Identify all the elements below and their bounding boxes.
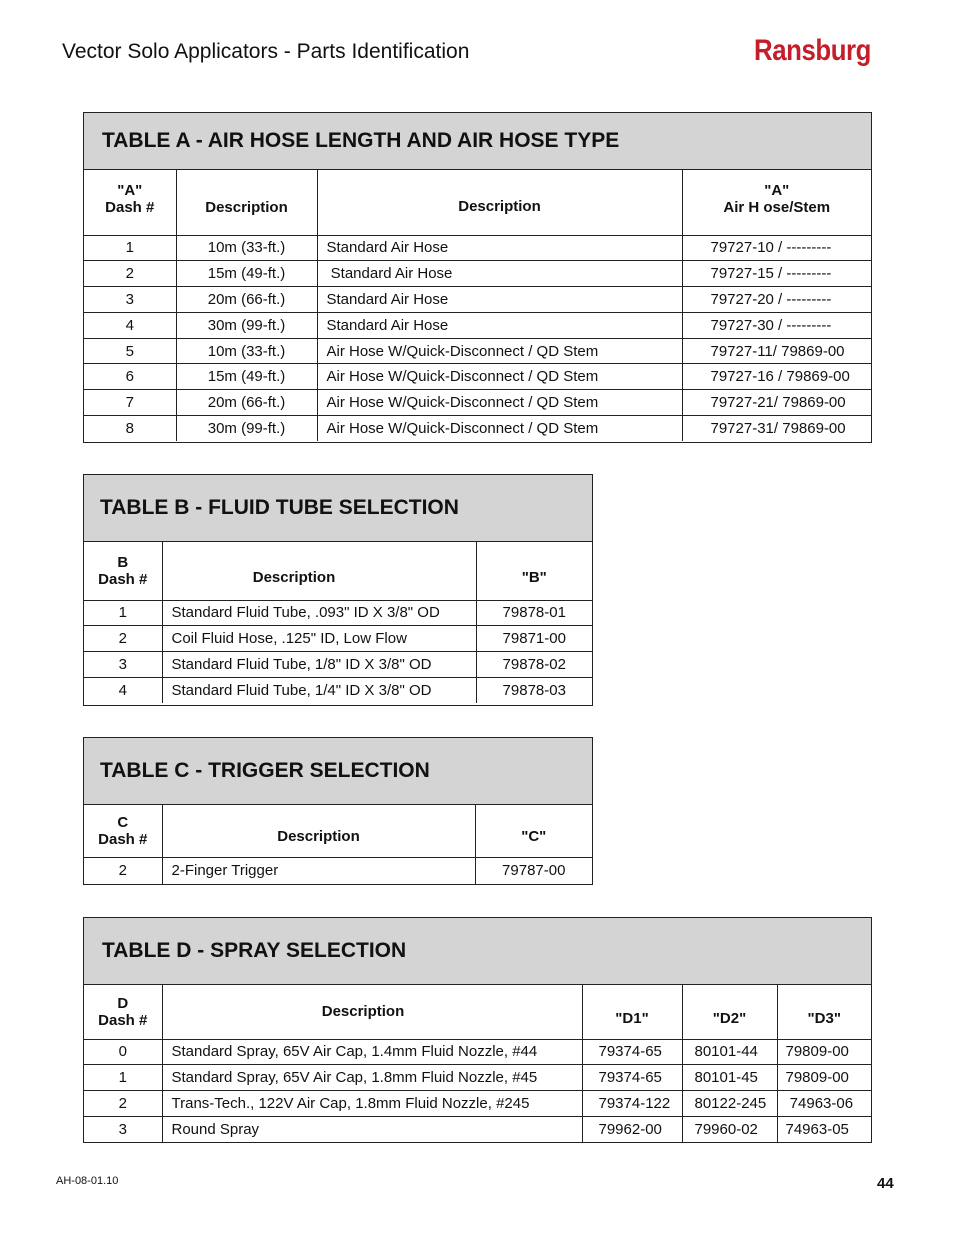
table-a-title: TABLE A - AIR HOSE LENGTH AND AIR HOSE TYPE (84, 113, 871, 170)
table-row (84, 677, 592, 703)
table-cell: Standard Fluid Tube, .093" ID X 3/8" OD (162, 600, 476, 626)
table-d (83, 917, 872, 1143)
table-row (84, 235, 871, 261)
table-cell: 79878-02 (476, 652, 592, 678)
table-cell: 79727-21/ 79869-00 (682, 390, 871, 416)
table-cell: 79809-00 (777, 1039, 871, 1065)
table-cell: 79374-122 (582, 1091, 682, 1117)
table-cell: 2 (84, 626, 162, 652)
table-cell: 15m (49-ft.) (176, 364, 317, 390)
table-cell: 20m (66-ft.) (176, 287, 317, 313)
table-a-header-description: Description (317, 170, 682, 235)
table-cell: Standard Fluid Tube, 1/8" ID X 3/8" OD (162, 652, 476, 678)
table-cell: Trans-Tech., 122V Air Cap, 1.8mm Fluid Nozzle, #245 (162, 1091, 582, 1117)
table-cell: 79809-00 (777, 1065, 871, 1091)
table-d-header-d1: "D1" (582, 985, 682, 1039)
table-b-header-dash: B Dash # (84, 542, 162, 600)
table-cell: 79727-20 / --------- (682, 287, 871, 313)
table-cell: 79727-11/ 79869-00 (682, 338, 871, 364)
table-row (84, 390, 871, 416)
table-cell: 20m (66-ft.) (176, 390, 317, 416)
table-a (83, 112, 872, 443)
table-b-grid (84, 542, 592, 703)
table-row (84, 1091, 871, 1117)
table-cell: 3 (84, 287, 176, 313)
table-cell: Standard Spray, 65V Air Cap, 1.8mm Fluid Nozzle, #45 (162, 1065, 582, 1091)
table-cell: 2 (84, 261, 176, 287)
table-cell: 2 (84, 1091, 162, 1117)
table-cell: Standard Fluid Tube, 1/4" ID X 3/8" OD (162, 677, 476, 703)
brand-logo: Ransburg (754, 34, 871, 67)
table-cell: 79962-00 (582, 1116, 682, 1142)
table-row (84, 338, 871, 364)
table-cell: 15m (49-ft.) (176, 261, 317, 287)
table-cell: 74963-05 (777, 1116, 871, 1142)
table-row (84, 364, 871, 390)
table-c-header-part: "C" (475, 805, 592, 857)
table-cell: 0 (84, 1039, 162, 1065)
table-cell: 79727-10 / --------- (682, 235, 871, 261)
table-cell: 79878-03 (476, 677, 592, 703)
table-cell: Standard Air Hose (317, 312, 682, 338)
page-header-title: Vector Solo Applicators - Parts Identification (62, 40, 470, 63)
table-a-grid (84, 170, 871, 441)
table-cell: 79787-00 (475, 857, 592, 884)
table-b (83, 474, 593, 706)
table-cell: 30m (99-ft.) (176, 312, 317, 338)
table-d-header-dash: D Dash # (84, 985, 162, 1039)
table-cell: Coil Fluid Hose, .125" ID, Low Flow (162, 626, 476, 652)
table-row (84, 312, 871, 338)
table-cell: 5 (84, 338, 176, 364)
table-cell: 79727-30 / --------- (682, 312, 871, 338)
table-cell: Round Spray (162, 1116, 582, 1142)
table-cell: 1 (84, 600, 162, 626)
table-cell: 79727-16 / 79869-00 (682, 364, 871, 390)
table-cell: 1 (84, 1065, 162, 1091)
table-cell: Standard Air Hose (317, 235, 682, 261)
table-cell: 3 (84, 1116, 162, 1142)
table-a-header-length: Description (176, 170, 317, 235)
table-cell: Air Hose W/Quick-Disconnect / QD Stem (317, 364, 682, 390)
table-cell: Standard Spray, 65V Air Cap, 1.4mm Fluid Nozzle, #44 (162, 1039, 582, 1065)
table-cell: Standard Air Hose (317, 287, 682, 313)
table-cell: 8 (84, 416, 176, 442)
footer-doc-id: AH-08-01.10 (56, 1175, 119, 1187)
table-a-header-row (84, 170, 871, 235)
table-cell: 1 (84, 235, 176, 261)
table-cell: 6 (84, 364, 176, 390)
table-b-header-row (84, 542, 592, 600)
table-row (84, 261, 871, 287)
table-cell: Air Hose W/Quick-Disconnect / QD Stem (317, 338, 682, 364)
table-cell: 7 (84, 390, 176, 416)
table-row (84, 652, 592, 678)
table-a-header-dash: "A" Dash # (84, 170, 176, 235)
table-cell: 80122-245 (682, 1091, 777, 1117)
table-row (84, 1039, 871, 1065)
table-a-header-part: "A" Air H ose/Stem (682, 170, 871, 235)
table-row (84, 626, 592, 652)
table-row (84, 1116, 871, 1142)
table-row (84, 287, 871, 313)
table-row (84, 857, 592, 884)
table-cell: 30m (99-ft.) (176, 416, 317, 442)
footer-page-number: 44 (877, 1175, 894, 1192)
table-d-grid (84, 985, 871, 1142)
table-c (83, 737, 593, 885)
table-c-title: TABLE C - TRIGGER SELECTION (84, 738, 592, 805)
table-row (84, 1065, 871, 1091)
table-d-header-description: Description (162, 985, 582, 1039)
table-c-grid (84, 805, 592, 884)
table-c-header-description: Description (162, 805, 475, 857)
table-cell: 80101-44 (682, 1039, 777, 1065)
table-b-header-part: "B" (476, 542, 592, 600)
table-d-title: TABLE D - SPRAY SELECTION (84, 918, 871, 985)
table-c-header-row (84, 805, 592, 857)
table-cell: 74963-06 (777, 1091, 871, 1117)
table-c-header-dash: C Dash # (84, 805, 162, 857)
table-d-header-d2: "D2" (682, 985, 777, 1039)
table-b-title: TABLE B - FLUID TUBE SELECTION (84, 475, 592, 542)
table-cell: 2 (84, 857, 162, 884)
table-d-header-d3: "D3" (777, 985, 871, 1039)
table-cell: 79727-15 / --------- (682, 261, 871, 287)
table-cell: Air Hose W/Quick-Disconnect / QD Stem (317, 390, 682, 416)
table-cell: 10m (33-ft.) (176, 338, 317, 364)
table-cell: Standard Air Hose (317, 261, 682, 287)
table-cell: 4 (84, 312, 176, 338)
table-cell: 79374-65 (582, 1039, 682, 1065)
table-cell: 3 (84, 652, 162, 678)
table-cell: 80101-45 (682, 1065, 777, 1091)
table-d-header-row (84, 985, 871, 1039)
table-row (84, 600, 592, 626)
table-cell: 10m (33-ft.) (176, 235, 317, 261)
table-cell: 79374-65 (582, 1065, 682, 1091)
table-cell: Air Hose W/Quick-Disconnect / QD Stem (317, 416, 682, 442)
table-cell: 79960-02 (682, 1116, 777, 1142)
table-cell: 4 (84, 677, 162, 703)
table-cell: 79878-01 (476, 600, 592, 626)
table-cell: 79727-31/ 79869-00 (682, 416, 871, 442)
table-cell: 79871-00 (476, 626, 592, 652)
table-b-header-description: Description (162, 542, 476, 600)
table-row (84, 416, 871, 442)
table-cell: 2-Finger Trigger (162, 857, 475, 884)
